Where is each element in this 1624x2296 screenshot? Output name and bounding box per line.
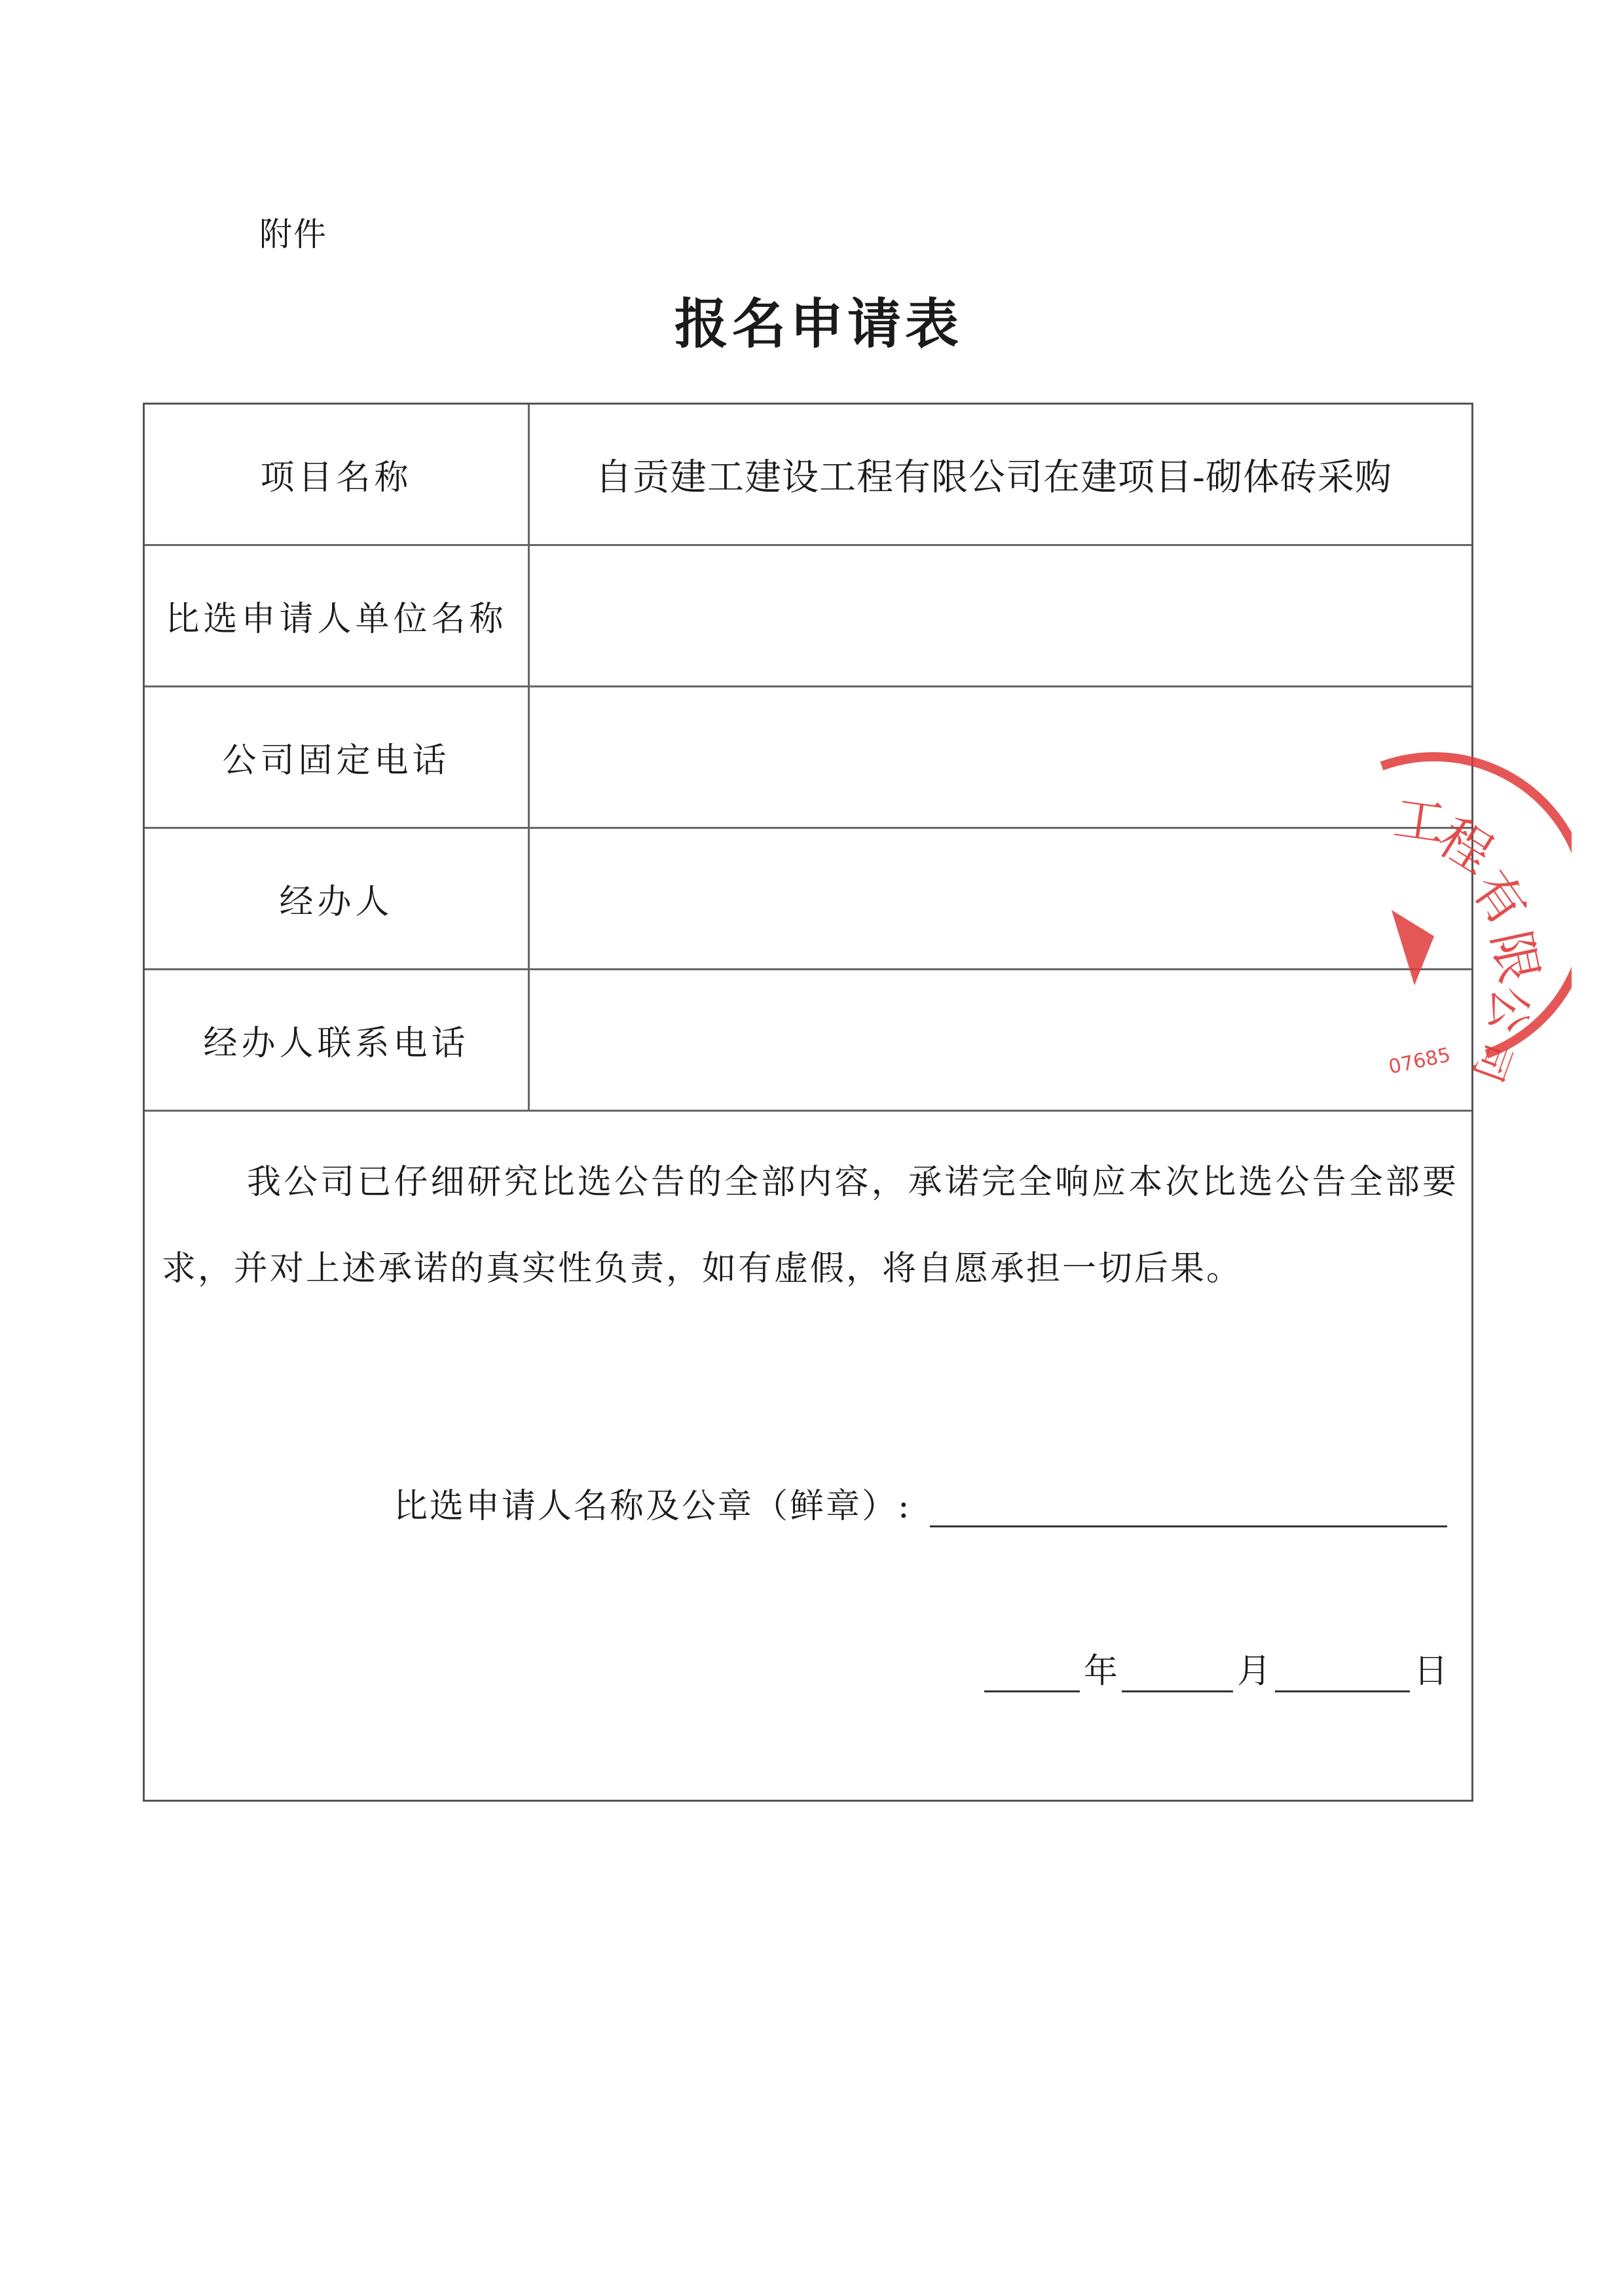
- date-line: [984, 1643, 1452, 1692]
- row-handler: [145, 829, 1471, 970]
- month-label: 月: [1236, 1652, 1271, 1691]
- signature-line: [394, 1478, 1447, 1527]
- year-label: 年: [1083, 1652, 1118, 1691]
- row-handler-phone: [145, 970, 1471, 1112]
- application-form: [143, 403, 1473, 1802]
- svg-text:07685: 07685: [1386, 1043, 1453, 1080]
- row-applicant-name: [145, 546, 1471, 687]
- svg-text:公: 公: [1479, 984, 1538, 1035]
- svg-text:程: 程: [1428, 807, 1503, 885]
- row-project-name: [145, 405, 1471, 546]
- signature-field[interactable]: [930, 1489, 1447, 1527]
- company-seal-stamp: [1310, 727, 1572, 1093]
- row-company-phone: [145, 687, 1471, 829]
- project-name-label: 项目名称: [145, 405, 530, 544]
- handler-label: 经办人: [145, 829, 530, 968]
- company-phone-label: 公司固定电话: [145, 687, 530, 827]
- day-label: 日: [1413, 1652, 1448, 1691]
- day-field[interactable]: [1275, 1654, 1410, 1692]
- applicant-name-field[interactable]: [530, 546, 1471, 685]
- form-title: 报名申请表: [674, 293, 963, 355]
- applicant-name-label: 比选申请人单位名称: [145, 546, 530, 685]
- handler-phone-label: 经办人联系电话: [145, 970, 530, 1110]
- month-field[interactable]: [1122, 1654, 1233, 1692]
- svg-text:工: 工: [1390, 789, 1449, 855]
- svg-text:司: 司: [1463, 1035, 1521, 1088]
- year-field[interactable]: [984, 1654, 1080, 1692]
- svg-text:限: 限: [1480, 926, 1549, 989]
- project-name-value: 自贡建工建设工程有限公司在建项目-砌体砖采购: [595, 456, 1392, 499]
- svg-text:有: 有: [1460, 860, 1538, 937]
- pledge-statement: 我公司已仔细研究比选公告的全部内容，承诺完全响应本次比选公告全部要求，并对上述承诺的真实性负责，如有虚假，将自愿承担一切后果。: [162, 1163, 1458, 1288]
- attachment-label: 附件: [259, 215, 327, 253]
- signature-label: 比选申请人名称及公章（鲜章）:: [394, 1487, 912, 1526]
